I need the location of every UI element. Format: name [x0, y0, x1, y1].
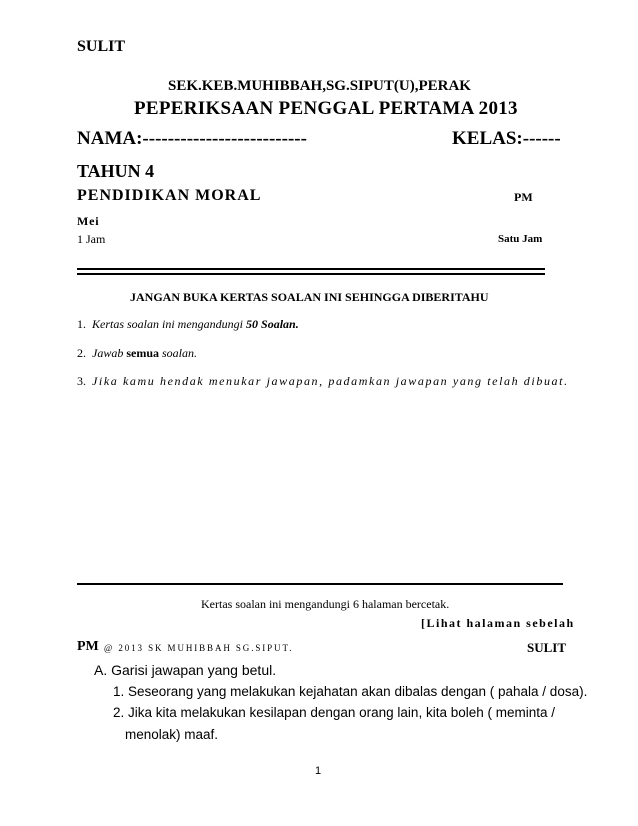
page-number: 1: [315, 765, 322, 777]
instruction-item: [77, 346, 197, 361]
instruction-text: Jika kamu hendak menukar jawapan, padamkan jawapan yang telah dibuat.: [92, 374, 569, 388]
instruction-emphasis: 50 Soalan.: [246, 317, 299, 331]
exam-duration: 1 Jam: [77, 232, 106, 246]
subject-code: PM: [514, 190, 533, 204]
footer-divider: [77, 583, 563, 585]
question-2-continued: menolak) maaf.: [125, 727, 219, 742]
year-label: TAHUN 4: [77, 161, 155, 181]
question-2: 2. Jika kita melakukan kesilapan dengan orang lain, kita boleh ( meminta /: [113, 705, 555, 720]
classification-label: SULIT: [77, 38, 126, 55]
instruction-number: 3.: [77, 374, 86, 388]
header-divider: [77, 268, 545, 275]
instruction-item: [77, 374, 569, 389]
class-field-label: KELAS:------: [452, 128, 561, 149]
exam-duration-words: Satu Jam: [498, 233, 543, 245]
exam-title: PEPERIKSAAN PENGGAL PERTAMA 2013: [134, 98, 518, 119]
next-page-note: [Lihat halaman sebelah: [421, 616, 575, 630]
instruction-number: 2.: [77, 346, 86, 360]
name-field-label: NAMA:--------------------------: [77, 128, 307, 149]
question-1: 1. Seseorang yang melakukan kejahatan akan dibalas dengan ( pahala / dosa).: [113, 684, 588, 699]
exam-month: Mei: [77, 214, 100, 228]
warning-text: JANGAN BUKA KERTAS SOALAN INI SEHINGGA DIBERITAHU: [130, 290, 489, 304]
instruction-item: [77, 317, 299, 332]
instruction-text: Jawab: [92, 346, 127, 360]
subject-title: PENDIDIKAN MORAL: [77, 187, 262, 204]
instruction-number: 1.: [77, 317, 86, 331]
instruction-emphasis: semua: [126, 346, 160, 360]
instruction-tail: soalan.: [159, 346, 198, 360]
footer-code: PM: [77, 639, 99, 654]
school-name: SEK.KEB.MUHIBBAH,SG.SIPUT(U),PERAK: [168, 78, 471, 94]
section-a-title: A. Garisi jawapan yang betul.: [94, 662, 277, 678]
instruction-text: Kertas soalan ini mengandungi: [92, 317, 247, 331]
copyright-text: @ 2013 SK MUHIBBAH SG.SIPUT.: [104, 643, 294, 653]
pages-note: Kertas soalan ini mengandungi 6 halaman bercetak.: [201, 597, 450, 611]
footer-classification: SULIT: [527, 640, 567, 655]
